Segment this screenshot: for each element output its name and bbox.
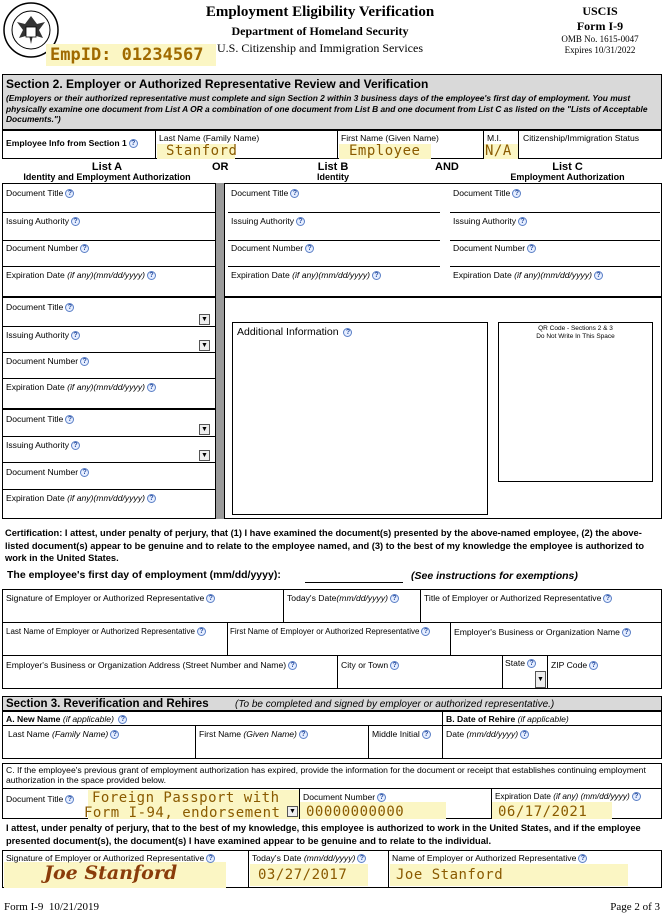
divider: [228, 240, 440, 241]
divider: [224, 296, 662, 298]
last-name-label: Last Name (Family Name): [159, 133, 260, 143]
divider: [450, 266, 660, 267]
divider: [368, 725, 369, 759]
divider: [2, 436, 216, 437]
list-a-issuing-3: Issuing Authority ?: [6, 440, 80, 450]
and-label: AND: [435, 161, 459, 173]
s3-name-value[interactable]: Joe Stanford: [396, 867, 504, 883]
uscis-label: USCIS: [582, 4, 618, 18]
new-name-label: A. New Name (if applicable) ?: [6, 714, 127, 724]
divider: [2, 622, 662, 623]
list-b-doc-title: Document Title ?: [231, 188, 299, 198]
first-day-field[interactable]: [305, 570, 403, 583]
divider: [2, 326, 216, 327]
list-b-title: List B: [317, 161, 349, 173]
list-b-issuing: Issuing Authority ?: [231, 216, 305, 226]
s3-doc-title-value-2[interactable]: Form I-94, endorsement: [84, 805, 281, 821]
help-icon[interactable]: ?: [71, 441, 80, 450]
list-c-issuing: Issuing Authority ?: [453, 216, 527, 226]
employer-signature-grid: [2, 589, 662, 689]
s3-today-value[interactable]: 03/27/2017: [258, 867, 348, 883]
help-icon[interactable]: ?: [110, 730, 119, 739]
help-icon[interactable]: ?: [118, 715, 127, 724]
section3-attestation: I attest, under penalty of perjury, that to the best of my knowledge, this employee is authorized to work in the United States, and if the employee presented document(s), the document(s) I have examined appear to be genuine and to relate to the individual.: [6, 823, 641, 846]
city-label: City or Town ?: [341, 660, 399, 670]
rehire-date-label: B. Date of Rehire (if applicable): [446, 714, 569, 724]
omb-number: OMB No. 1615-0047: [561, 34, 639, 44]
employer-first-name-label: First Name of Employer or Authorized Representative ?: [230, 627, 430, 637]
list-b-subtitle: Identity: [316, 172, 349, 182]
help-icon[interactable]: ?: [520, 730, 529, 739]
help-icon[interactable]: ?: [305, 244, 314, 253]
help-icon[interactable]: ?: [296, 217, 305, 226]
help-icon[interactable]: ?: [390, 594, 399, 603]
dropdown-button[interactable]: ▼: [199, 424, 210, 435]
mi-value[interactable]: N/A: [485, 143, 512, 159]
first-day-label: The employee's first day of employment (mm/dd/yyyy):: [7, 569, 281, 581]
divider: [442, 711, 443, 759]
divider: [2, 378, 216, 379]
divider: [337, 130, 338, 159]
help-icon[interactable]: ?: [65, 303, 74, 312]
doc-title-dropdown[interactable]: ▼: [287, 806, 298, 817]
help-icon[interactable]: ?: [65, 415, 74, 424]
section2-title: Section 2. Employer or Authorized Representative Review and Verification: [6, 77, 429, 91]
section2-instructions: (Employers or their authorized representative must complete and sign Section 2 within 3 business days of the employee's first day of employment. You must physically examine one document from List A OR a combination of one document from List B and one document from List C as listed on the "Lists of Acceptable Documents."): [6, 93, 648, 124]
help-icon[interactable]: ?: [512, 189, 521, 198]
help-icon[interactable]: ?: [147, 271, 156, 280]
divider: [547, 655, 548, 689]
divider: [283, 589, 284, 622]
help-icon[interactable]: ?: [527, 244, 536, 253]
footer-right: Page 2 of 3: [610, 901, 660, 913]
qr-line-1: QR Code - Sections 2 & 3: [538, 325, 613, 332]
department: Department of Homeland Security: [231, 24, 409, 38]
first-day-note: (See instructions for exemptions): [411, 570, 578, 582]
s3-name-label: Name of Employer or Authorized Representative ?: [392, 853, 587, 863]
divider: [518, 130, 519, 159]
list-a-docnum-3: Document Number ?: [6, 467, 89, 477]
divider: [227, 622, 228, 655]
help-icon[interactable]: ?: [518, 217, 527, 226]
section3-c-text: C. If the employee's previous grant of employment authorization has expired, provide the information for the document or receipt that establishes continuing employment authorization in the space provided below.: [6, 765, 646, 785]
divider: [155, 130, 156, 159]
help-icon[interactable]: ?: [421, 627, 430, 636]
section2-header: [2, 74, 662, 130]
state-label: State ?: [505, 658, 536, 668]
qr-line-2: Do Not Write In This Space: [536, 333, 615, 340]
divider: [2, 212, 216, 213]
emp-id: EmpID: 01234567: [50, 45, 204, 65]
help-icon[interactable]: ?: [147, 383, 156, 392]
divider: [2, 296, 216, 298]
s3-doc-number-value[interactable]: 00000000000: [306, 804, 405, 820]
s3-date-label: Date (mm/dd/yyyy) ?: [446, 729, 529, 739]
list-a-exp-2: Expiration Date (if any)(mm/dd/yyyy) ?: [6, 382, 156, 392]
section3-note: (To be completed and signed by employer or authorized representative.): [235, 699, 555, 710]
help-icon[interactable]: ?: [206, 854, 215, 863]
list-a-docnum-2: Document Number ?: [6, 356, 89, 366]
help-icon[interactable]: ?: [71, 217, 80, 226]
list-a-doc-title-1: Document Title ?: [6, 188, 74, 198]
zip-label: ZIP Code ?: [551, 660, 598, 670]
column-separator: [216, 183, 224, 519]
list-c-exp: Expiration Date (if any)(mm/dd/yyyy) ?: [453, 270, 603, 280]
dropdown-button[interactable]: ▼: [199, 340, 210, 351]
footer-left: Form I-9 10/21/2019: [4, 901, 100, 913]
help-icon[interactable]: ?: [299, 730, 308, 739]
divider: [2, 240, 216, 241]
help-icon[interactable]: ?: [594, 271, 603, 280]
last-name-value[interactable]: Stanford: [166, 143, 238, 159]
divider: [228, 212, 440, 213]
section3-header: [2, 696, 662, 711]
agency: U.S. Citizenship and Immigration Services: [217, 41, 423, 55]
help-icon[interactable]: ?: [603, 594, 612, 603]
help-icon[interactable]: ?: [71, 331, 80, 340]
help-icon[interactable]: ?: [390, 661, 399, 670]
list-c-doc-title: Document Title ?: [453, 188, 521, 198]
help-icon[interactable]: ?: [65, 189, 74, 198]
dropdown-button[interactable]: ▼: [199, 314, 210, 325]
divider: [2, 489, 216, 490]
help-icon[interactable]: ?: [527, 659, 536, 668]
divider: [502, 655, 503, 689]
list-a-issuing-1: Issuing Authority ?: [6, 216, 80, 226]
employer-title-label: Title of Employer or Authorized Representative ?: [424, 593, 612, 603]
help-icon[interactable]: ?: [589, 661, 598, 670]
s3-exp-value[interactable]: 06/17/2021: [498, 804, 588, 820]
form-number: Form I-9: [576, 19, 624, 33]
help-icon[interactable]: ?: [65, 795, 74, 804]
employer-last-name-label: Last Name of Employer or Authorized Representative ?: [6, 627, 206, 637]
list-a-exp-3: Expiration Date (if any)(mm/dd/yyyy) ?: [6, 493, 156, 503]
s3-doc-title-value-1[interactable]: Foreign Passport with: [92, 790, 280, 806]
divider: [450, 212, 660, 213]
help-icon[interactable]: ?: [622, 628, 631, 637]
help-icon[interactable]: ?: [422, 730, 431, 739]
list-a-issuing-2: Issuing Authority ?: [6, 330, 80, 340]
list-a-title: List A: [91, 161, 123, 173]
business-name-label: Employer's Business or Organization Name ?: [454, 627, 631, 637]
divider: [2, 462, 216, 463]
divider: [248, 850, 249, 888]
help-icon[interactable]: ?: [290, 189, 299, 198]
s3-today-label: Today's Date (mm/dd/yyyy) ?: [252, 853, 366, 863]
state-dropdown[interactable]: ▼: [535, 671, 546, 688]
help-icon[interactable]: ?: [632, 792, 641, 801]
list-a-docnum-1: Document Number ?: [6, 243, 89, 253]
section3-title: Section 3. Reverification and Rehires: [6, 698, 209, 710]
help-icon[interactable]: ?: [80, 357, 89, 366]
divider: [337, 655, 338, 689]
divider: [420, 589, 421, 622]
help-icon[interactable]: ?: [578, 854, 587, 863]
divider: [2, 655, 662, 656]
divider: [388, 850, 389, 888]
help-icon[interactable]: ?: [197, 627, 206, 636]
mi-label: M.I.: [487, 133, 502, 143]
divider: [2, 788, 662, 789]
certification-text: Certification: I attest, under penalty of perjury, that (1) I have examined the document(s) presented by the above-named employee, (2) the above-listed document(s) appear to be genuine and to relate to the employee named, and (3) to the best of my knowledge the employee is authorized to work in the United States.: [5, 528, 645, 563]
help-icon[interactable]: ?: [206, 594, 215, 603]
divider: [2, 352, 216, 353]
additional-info-label: Additional Information ?: [237, 326, 352, 338]
list-c-title: List C: [552, 161, 583, 173]
or-label: OR: [212, 161, 229, 173]
employee-info-label: Employee Info from Section 1 ?: [6, 138, 138, 148]
s3-signature-label: Signature of Employer or Authorized Representative ?: [6, 853, 215, 863]
s3-middle-initial-label: Middle Initial ?: [372, 729, 431, 739]
divider: [195, 725, 196, 759]
help-icon[interactable]: ?: [372, 271, 381, 280]
employer-signature-label: Signature of Employer or Authorized Representative ?: [6, 593, 215, 603]
divider: [228, 266, 440, 267]
qr-code-box: [498, 322, 653, 482]
business-address-label: Employer's Business or Organization Address (Street Number and Name) ?: [6, 660, 297, 670]
list-a-exp-1: Expiration Date (if any)(mm/dd/yyyy) ?: [6, 270, 156, 280]
s3-last-name-label: Last Name (Family Name) ?: [8, 729, 119, 739]
form-title: Employment Eligibility Verification: [205, 4, 435, 20]
help-icon[interactable]: ?: [129, 139, 138, 148]
divider: [2, 266, 216, 267]
divider: [2, 408, 216, 410]
list-a-doc-title-3: Document Title ?: [6, 414, 74, 424]
todays-date-label: Today's Date(mm/dd/yyyy) ?: [287, 593, 399, 603]
list-b-docnum: Document Number ?: [231, 243, 314, 253]
additional-info-box[interactable]: [232, 322, 488, 515]
first-name-value[interactable]: Employee: [349, 143, 421, 159]
help-icon[interactable]: ?: [377, 793, 386, 802]
divider: [450, 240, 660, 241]
list-a-subtitle: Identity and Employment Authorization: [23, 172, 191, 182]
help-icon[interactable]: ?: [288, 661, 297, 670]
divider: [450, 622, 451, 655]
help-icon[interactable]: ?: [80, 244, 89, 253]
s3-doc-title-label: Document Title ?: [6, 794, 74, 804]
list-c-docnum: Document Number ?: [453, 243, 536, 253]
s3-exp-label: Expiration Date (if any) (mm/dd/yyyy) ?: [495, 792, 641, 802]
s3-signature-value[interactable]: Joe Stanford: [44, 862, 178, 884]
help-icon[interactable]: ?: [357, 854, 366, 863]
list-a-doc-title-2: Document Title ?: [6, 302, 74, 312]
help-icon[interactable]: ?: [80, 468, 89, 477]
s3-first-name-label: First Name (Given Name) ?: [199, 729, 308, 739]
dropdown-button[interactable]: ▼: [199, 450, 210, 461]
s3-doc-number-label: Document Number ?: [303, 792, 386, 802]
divider: [2, 725, 662, 726]
citizenship-label: Citizenship/Immigration Status: [523, 133, 640, 143]
first-name-label: First Name (Given Name): [341, 133, 439, 143]
list-c-subtitle: Employment Authorization: [510, 172, 625, 182]
help-icon[interactable]: ?: [147, 494, 156, 503]
list-b-exp: Expiration Date (if any)(mm/dd/yyyy) ?: [231, 270, 381, 280]
help-icon[interactable]: ?: [343, 328, 352, 337]
expires: Expires 10/31/2022: [564, 45, 636, 55]
